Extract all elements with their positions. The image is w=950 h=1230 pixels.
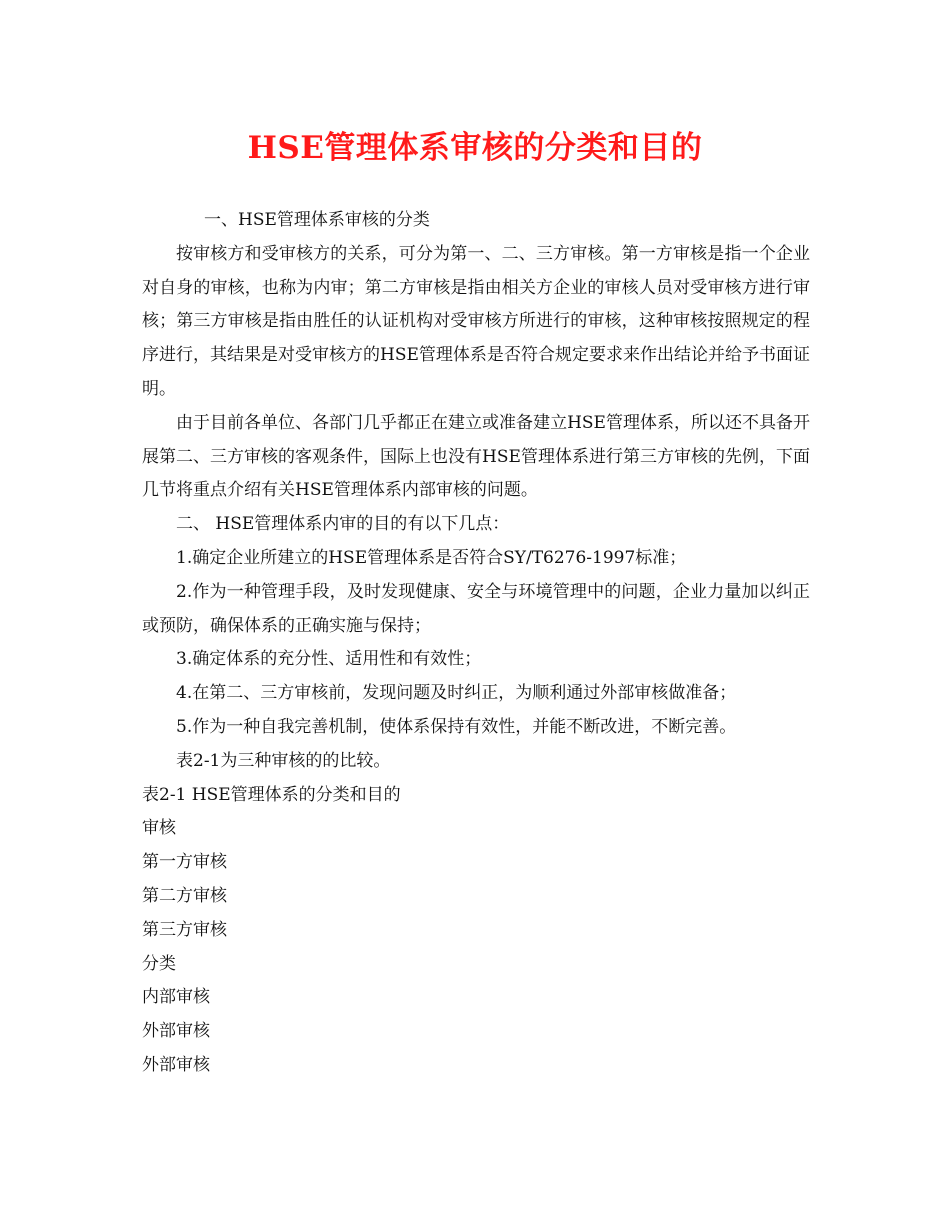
section-heading-2: 二、 HSE管理体系内审的目的有以下几点： (176, 514, 510, 535)
list-item-1: 1.确定企业所建立的HSE管理体系是否符合SY/T6276-1997标准； (176, 547, 687, 568)
table-line: 分类 (142, 953, 176, 974)
table-caption: 表2-1 HSE管理体系的分类和目的 (142, 784, 401, 805)
table-reference: 表2-1为三种审核的的比较。 (176, 750, 391, 771)
table-line: 外部审核 (142, 1021, 210, 1042)
paragraph-audit-types: 按审核方和受审核方的关系，可分为第一、二、三方审核。第一方审核是指一个企业对自身的审核，也称为内审；第二方审核是指由相关方企业的审核人员对受审核方进行审核；第三方审核是指由胜任的认证机构对受审核方所进行的审核，这种审核按照规定的程序进行，其结果是对受审核方的HSE管理体系是否符合规定要求来作出结论并给予书面证明。 (142, 243, 810, 399)
table-line: 审核 (142, 818, 176, 839)
list-item-5: 5.作为一种自我完善机制，使体系保持有效性，并能不断改进，不断完善。 (176, 716, 737, 737)
list-item-3: 3.确定体系的充分性、适用性和有效性； (176, 649, 482, 670)
list-item-2: 2.作为一种管理手段，及时发现健康、安全与环境管理中的问题，企业力量加以纠正或预防，确保体系的正确实施与保持； (142, 581, 810, 636)
document-title: HSE管理体系审核的分类和目的 (247, 130, 703, 166)
paragraph-internal-audit-focus: 由于目前各单位、各部门几乎都正在建立或准备建立HSE管理体系，所以还不具备开展第二、三方审核的客观条件，国际上也没有HSE管理体系进行第三方审核的先例，下面几节将重点介绍有关HSE管理体系内部审核的问题。 (142, 412, 810, 501)
section-heading-1: 一、HSE管理体系审核的分类 (204, 210, 430, 230)
table-line: 第二方审核 (142, 885, 227, 906)
table-line: 内部审核 (142, 987, 210, 1008)
list-item-4: 4.在第二、三方审核前，发现问题及时纠正，为顺利通过外部审核做准备； (176, 683, 737, 704)
document-body (142, 204, 810, 1083)
table-line: 外部审核 (142, 1054, 210, 1075)
table-line: 第一方审核 (142, 852, 227, 873)
table-line: 第三方审核 (142, 919, 227, 940)
